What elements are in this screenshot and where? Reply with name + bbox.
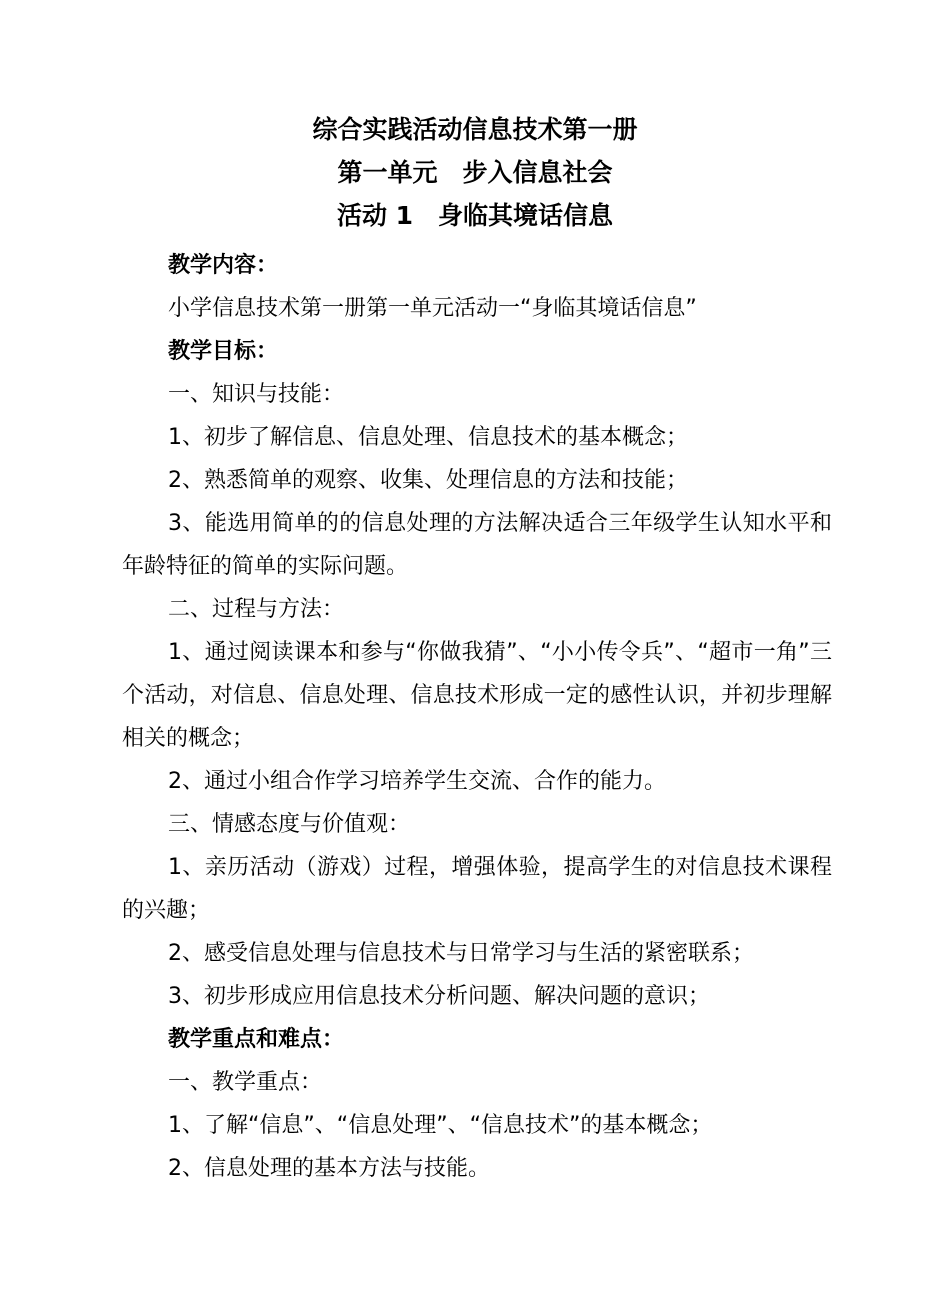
key-points-subheading: 一、教学重点： [168, 1070, 323, 1095]
key-point-item: 2、信息处理的基本方法与技能。 [168, 1156, 490, 1181]
knowledge-item: 2、熟悉简单的观察、收集、处理信息的方法和技能； [168, 468, 688, 493]
unit-title: 第一单元 步入信息社会 [337, 158, 613, 187]
knowledge-item: 3、能选用简单的的信息处理的方法解决适合三年级学生认知水平和年龄特征的简单的实际问题。 [122, 511, 832, 579]
emotion-values-heading: 三、情感态度与价值观： [168, 812, 411, 837]
process-method-heading: 二、过程与方法： [168, 597, 345, 622]
knowledge-item: 1、初步了解信息、信息处理、信息技术的基本概念； [168, 425, 688, 450]
emotion-item: 1、亲历活动（游戏）过程，增强体验，提高学生的对信息技术课程的兴趣； [122, 855, 832, 923]
key-point-item: 1、了解“信息”、“信息处理”、“信息技术”的基本概念； [168, 1113, 713, 1138]
teaching-content-heading: 教学内容： [168, 253, 279, 278]
activity-title: 活动 1 身临其境话信息 [336, 201, 614, 230]
process-item: 1、通过阅读课本和参与“你做我猜”、“小小传令兵”、“超市一角”三个活动，对信息、信息处理、信息技术形成一定的感性认识，并初步理解相关的概念； [122, 640, 832, 751]
process-item: 2、通过小组合作学习培养学生交流、合作的能力。 [168, 769, 666, 794]
teaching-goals-heading: 教学目标： [168, 339, 279, 364]
teaching-content-text: 小学信息技术第一册第一单元活动一“身临其境话信息” [168, 296, 697, 321]
document-body [122, 244, 832, 1190]
emotion-item: 2、感受信息处理与信息技术与日常学习与生活的紧密联系； [168, 941, 754, 966]
key-difficult-points-heading: 教学重点和难点： [168, 1027, 345, 1052]
emotion-item: 3、初步形成应用信息技术分析问题、解决问题的意识； [168, 984, 710, 1009]
knowledge-skills-heading: 一、知识与技能： [168, 382, 345, 407]
document-title: 综合实践活动信息技术第一册 [312, 115, 638, 144]
